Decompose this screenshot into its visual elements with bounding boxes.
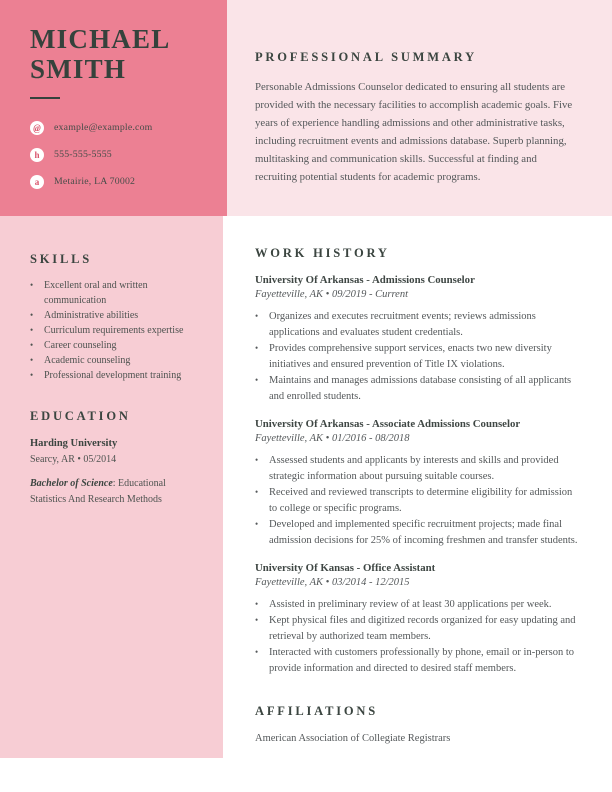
contact-address-text: Metairie, LA 70002 [54, 176, 136, 187]
bullet-dot-icon: • [255, 343, 259, 353]
skill-item: • Excellent oral and written communication [30, 280, 148, 306]
education-location-date: Searcy, AR • 05/2014 [30, 454, 117, 465]
skill-item: • Curriculum requirements expertise [30, 325, 184, 336]
job-title: University Of Kansas - Office Assistant [255, 562, 436, 574]
education-degree [30, 476, 198, 508]
bullet-dot-icon: • [30, 370, 34, 380]
job-entry [255, 561, 580, 677]
skill-item: • Professional development training [30, 370, 182, 381]
bullet-dot-icon: • [255, 487, 259, 497]
bullet-dot-icon: • [255, 519, 259, 529]
bullet-dot-icon: • [30, 355, 34, 365]
phone-icon: h [30, 148, 44, 162]
bullet-dot-icon: • [30, 340, 34, 350]
bullet-dot-icon: • [255, 599, 259, 609]
last-name: SMITH [30, 54, 127, 84]
name-underline [30, 97, 60, 99]
skills-heading: SKILLS [30, 252, 92, 266]
bullet-dot-icon: • [255, 375, 259, 385]
job-bullet-list [255, 597, 580, 677]
job-bullet-list [255, 453, 580, 549]
contact-email-row [30, 114, 202, 141]
summary-heading: PROFESSIONAL SUMMARY [255, 50, 477, 64]
candidate-name [30, 24, 202, 84]
bullet-dot-icon: • [30, 280, 34, 290]
bullet-dot-icon: • [30, 325, 34, 335]
summary-text: Personable Admissions Counselor dedicated to ensuring all students are provided with the necessary facilities to accomplish academic goals. Five years of experience handling admissions and other administrative tasks, including recruitment events and admissions database. Superb planning, multitasking and communication skills. Successful at finding and recruiting potential students for academic programs. [255, 81, 573, 183]
job-bullet: • Organizes and executes recruitment events; reviews admissions applications and evaluates student credentials. [255, 311, 536, 338]
bullet-dot-icon: • [255, 615, 259, 625]
affiliations-heading: AFFILIATIONS [255, 704, 378, 718]
right-column [255, 0, 580, 746]
affiliations-text: American Association of Collegiate Registrars [255, 733, 451, 744]
skill-item: • Administrative abilities [30, 310, 139, 321]
email-icon: @ [30, 121, 44, 135]
job-bullet: • Assisted in preliminary review of at least 30 applications per week. [255, 599, 552, 610]
degree-field: : Educational Statistics And Research Methods [30, 478, 166, 505]
education-heading: EDUCATION [30, 409, 131, 423]
job-bullet: • Received and reviewed transcripts to determine eligibility for admission to college or specific programs. [255, 487, 573, 514]
contact-address-row [30, 168, 202, 195]
job-bullet: • Kept physical files and digitized records organized for easy updating and retrieval by authorized team members. [255, 615, 576, 642]
skill-item: • Academic counseling [30, 355, 131, 366]
degree-name: Bachelor of Science [30, 478, 113, 489]
job-bullet: • Provides comprehensive support services, enacts two new diversity initiatives and ensured prevention of Title IX violations. [255, 343, 552, 370]
job-title: University Of Arkansas - Admissions Counselor [255, 274, 475, 286]
job-location-dates: Fayetteville, AK • 09/2019 - Current [255, 289, 408, 300]
job-bullet: • Developed and implemented specific recruitment projects; made final admission decisions for 25% of incoming freshmen and transfer students. [255, 519, 578, 546]
bullet-dot-icon: • [30, 310, 34, 320]
education-school: Harding University [30, 438, 118, 449]
job-bullet: • Assessed students and applicants by interests and skills and provided strategic information about pursuing suitable courses. [255, 455, 559, 482]
job-location-dates: Fayetteville, AK • 03/2014 - 12/2015 [255, 577, 410, 588]
contact-phone-row [30, 141, 202, 168]
location-icon: a [30, 175, 44, 189]
job-entry [255, 417, 580, 549]
job-bullet-list [255, 309, 580, 405]
bullet-dot-icon: • [255, 311, 259, 321]
job-bullet: • Interacted with customers professionally by phone, email or in-person to provide information and directed to desired staff members. [255, 647, 575, 674]
contact-list [30, 114, 202, 195]
first-name: MICHAEL [30, 24, 171, 54]
job-entry [255, 273, 580, 405]
job-bullet: • Maintains and manages admissions database consisting of all applicants and enrolled students. [255, 375, 572, 402]
work-history-heading: WORK HISTORY [255, 246, 390, 260]
bullet-dot-icon: • [255, 647, 259, 657]
contact-phone-text: 555-555-5555 [54, 149, 112, 160]
bullet-dot-icon: • [255, 455, 259, 465]
skill-item: • Career counseling [30, 340, 117, 351]
job-location-dates: Fayetteville, AK • 01/2016 - 08/2018 [255, 433, 410, 444]
job-title: University Of Arkansas - Associate Admissions Counselor [255, 418, 521, 430]
skills-list [30, 278, 195, 383]
left-column [30, 0, 202, 508]
contact-email-text: example@example.com [54, 122, 153, 133]
